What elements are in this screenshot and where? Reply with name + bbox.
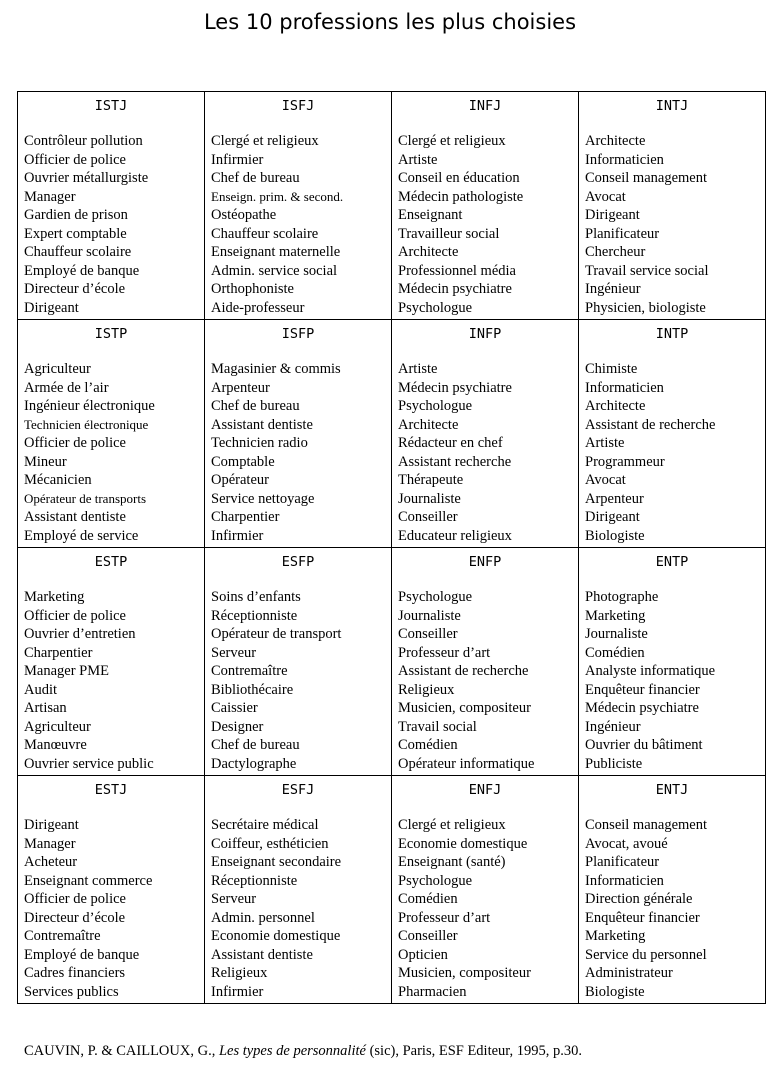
profession-item: Biologiste — [585, 983, 645, 1000]
citation — [24, 1043, 764, 1060]
profession-item: Thérapeute — [398, 472, 464, 488]
profession-list — [579, 588, 765, 773]
type-cell — [205, 776, 392, 1004]
type-cell — [205, 92, 392, 320]
profession-item: Journaliste — [398, 490, 461, 507]
profession-item: Enseignant — [398, 207, 463, 223]
profession-item: Enseign. prim. & second. — [211, 188, 344, 204]
profession-list — [18, 588, 204, 773]
profession-item: Aide-professeur — [211, 299, 305, 316]
profession-item: Admin. service social — [211, 262, 338, 279]
profession-item: Comptable — [211, 453, 275, 470]
profession-item: Conseiller — [398, 509, 458, 525]
profession-item: Ouvrier métallurgiste — [24, 170, 149, 186]
profession-item: Clergé et religieux — [398, 133, 506, 149]
profession-item: Enseignant maternelle — [211, 244, 341, 260]
profession-item: Conseiller — [398, 928, 458, 944]
profession-item: Architecte — [585, 398, 646, 414]
profession-item: Chimiste — [585, 361, 638, 377]
type-heading: ENFJ — [468, 782, 502, 798]
profession-item: Designer — [211, 718, 264, 735]
profession-item: Comédien — [398, 737, 458, 753]
profession-item: Employé de banque — [24, 262, 140, 279]
profession-item: Technicien radio — [211, 435, 308, 451]
profession-item: Armée de l’air — [24, 379, 109, 396]
type-cell — [18, 92, 205, 320]
profession-item: Conseil en éducation — [398, 170, 520, 186]
profession-item: Réceptionniste — [211, 872, 298, 889]
type-heading: INTP — [655, 326, 689, 342]
profession-item: Soins d’enfants — [211, 589, 301, 605]
profession-item: Agriculteur — [24, 718, 91, 735]
type-heading: ESTP — [94, 554, 128, 570]
profession-item: Manœuvre — [24, 737, 87, 753]
profession-item: Journaliste — [585, 626, 648, 642]
profession-item: Chauffeur scolaire — [211, 225, 319, 242]
profession-item: Assistant dentiste — [24, 509, 126, 525]
profession-item: Biologiste — [585, 527, 645, 544]
profession-item: Enseignant commerce — [24, 872, 153, 889]
profession-item: Psychologue — [398, 589, 473, 605]
profession-item: Travail service social — [585, 262, 709, 279]
type-heading: INFP — [468, 326, 502, 342]
profession-item: Services publics — [24, 983, 119, 1000]
profession-item: Assistant dentiste — [211, 946, 313, 963]
profession-item: Arpenteur — [211, 379, 270, 396]
profession-item: Religieux — [398, 681, 455, 698]
type-heading: INFJ — [468, 98, 502, 114]
profession-item: Charpentier — [211, 509, 280, 525]
profession-item: Chercheur — [585, 244, 646, 260]
profession-item: Analyste informatique — [585, 663, 716, 679]
profession-item: Magasinier & commis — [211, 361, 341, 377]
profession-item: Officier de police — [24, 607, 126, 624]
profession-item: Arpenteur — [585, 490, 644, 507]
profession-list — [579, 132, 765, 317]
profession-item: Directeur d’école — [24, 281, 126, 297]
type-heading: ESTJ — [94, 782, 128, 798]
profession-item: Conseil management — [585, 170, 708, 186]
table-row — [18, 92, 766, 320]
profession-item: Avocat — [585, 188, 626, 205]
profession-item: Manager — [24, 188, 76, 205]
profession-list — [205, 588, 391, 773]
profession-item: Opérateur — [211, 472, 269, 488]
type-heading: ISTJ — [94, 98, 128, 114]
type-cell — [392, 548, 579, 776]
profession-item: Direction générale — [585, 891, 693, 907]
profession-list — [392, 816, 578, 1001]
profession-item: Médecin pathologiste — [398, 188, 524, 205]
profession-item: Ouvrier du bâtiment — [585, 737, 703, 753]
profession-item: Mineur — [24, 453, 67, 470]
profession-list — [392, 132, 578, 317]
profession-item: Manager — [24, 835, 76, 852]
profession-item: Opérateur de transports — [24, 490, 147, 506]
type-heading: ISFP — [281, 326, 315, 342]
profession-item: Publiciste — [585, 755, 643, 772]
profession-item: Clergé et religieux — [211, 133, 319, 149]
profession-list — [18, 132, 204, 317]
profession-item: Directeur d’école — [24, 909, 126, 926]
profession-item: Artiste — [398, 361, 438, 377]
profession-item: Conseil management — [585, 817, 708, 833]
profession-item: Marketing — [585, 607, 646, 624]
profession-item: Psychologue — [398, 872, 473, 889]
profession-item: Coiffeur, esthéticien — [211, 835, 329, 852]
profession-item: Marketing — [585, 928, 646, 944]
profession-list — [579, 816, 765, 1001]
profession-list — [205, 360, 391, 545]
profession-item: Ouvrier service public — [24, 755, 154, 772]
type-cell — [579, 548, 766, 776]
profession-item: Orthophoniste — [211, 281, 294, 297]
profession-list — [18, 816, 204, 1001]
profession-item: Ouvrier d’entretien — [24, 626, 136, 642]
profession-item: Charpentier — [24, 644, 93, 661]
profession-item: Rédacteur en chef — [398, 435, 503, 451]
profession-item: Artiste — [585, 435, 625, 451]
profession-item: Manager PME — [24, 663, 109, 679]
type-heading: ESFP — [281, 554, 315, 570]
profession-list — [18, 360, 204, 545]
profession-item: Ingénieur — [585, 281, 641, 297]
profession-item: Chef de bureau — [211, 170, 300, 186]
type-cell — [392, 320, 579, 548]
profession-item: Opérateur informatique — [398, 755, 535, 772]
type-heading: ESFJ — [281, 782, 315, 798]
profession-item: Service nettoyage — [211, 490, 315, 507]
profession-item: Ostéopathe — [211, 207, 277, 223]
profession-list — [205, 132, 391, 317]
profession-item: Officier de police — [24, 151, 126, 168]
profession-item: Planificateur — [585, 854, 660, 870]
table-row — [18, 776, 766, 1004]
citation-rest: (sic), Paris, ESF Editeur, 1995, p.30. — [365, 1043, 583, 1059]
citation-authors: CAUVIN, P. & CAILLOUX, G., — [24, 1043, 219, 1059]
profession-item: Infirmier — [211, 983, 264, 1000]
type-cell — [392, 92, 579, 320]
profession-item: Infirmier — [211, 527, 264, 544]
profession-item: Cadres financiers — [24, 965, 126, 981]
profession-item: Chef de bureau — [211, 737, 300, 753]
type-cell — [18, 776, 205, 1004]
profession-item: Enseignant (santé) — [398, 854, 506, 870]
profession-item: Ingénieur — [585, 718, 641, 735]
profession-item: Travail social — [398, 718, 477, 735]
page-title: Les 10 professions les plus choisies — [203, 10, 577, 34]
profession-item: Assistant de recherche — [398, 663, 529, 679]
profession-item: Religieux — [211, 965, 268, 981]
profession-item: Gardien de prison — [24, 207, 128, 223]
type-heading: ENFP — [468, 554, 502, 570]
profession-item: Dirigeant — [24, 817, 79, 833]
profession-item: Enquêteur financier — [585, 909, 700, 926]
profession-item: Artisan — [24, 700, 67, 716]
profession-item: Avocat — [585, 472, 626, 488]
type-heading: ISFJ — [281, 98, 315, 114]
profession-item: Economie domestique — [398, 835, 528, 852]
type-cell — [18, 320, 205, 548]
profession-item: Mécanicien — [24, 472, 92, 488]
type-cell — [579, 320, 766, 548]
profession-item: Infirmier — [211, 151, 264, 168]
profession-item: Informaticien — [585, 151, 664, 168]
profession-item: Technicien électronique — [24, 416, 149, 432]
profession-item: Réceptionniste — [211, 607, 298, 624]
profession-item: Artiste — [398, 151, 438, 168]
profession-item: Assistant dentiste — [211, 416, 313, 433]
profession-item: Caissier — [211, 700, 258, 716]
profession-item: Programmeur — [585, 453, 665, 470]
profession-item: Conseiller — [398, 626, 458, 642]
profession-item: Médecin psychiatre — [398, 379, 512, 396]
profession-item: Architecte — [398, 244, 459, 260]
profession-item: Admin. personnel — [211, 909, 315, 926]
profession-item: Professionnel média — [398, 262, 516, 279]
table-row — [18, 320, 766, 548]
profession-item: Chauffeur scolaire — [24, 244, 132, 260]
profession-item: Serveur — [211, 891, 257, 907]
profession-item: Clergé et religieux — [398, 817, 506, 833]
profession-item: Architecte — [398, 416, 459, 433]
profession-item: Acheteur — [24, 854, 78, 870]
profession-item: Officier de police — [24, 891, 126, 907]
type-heading: ENTP — [655, 554, 689, 570]
profession-item: Photographe — [585, 589, 659, 605]
profession-item: Chef de bureau — [211, 398, 300, 414]
profession-item: Educateur religieux — [398, 527, 512, 544]
profession-item: Comédien — [398, 891, 458, 907]
profession-item: Service du personnel — [585, 946, 707, 963]
profession-item: Contrôleur pollution — [24, 133, 143, 149]
profession-item: Assistant recherche — [398, 453, 512, 470]
profession-item: Avocat, avoué — [585, 835, 668, 852]
profession-item: Employé de service — [24, 527, 139, 544]
profession-item: Employé de banque — [24, 946, 140, 963]
profession-item: Opticien — [398, 946, 448, 963]
profession-item: Bibliothécaire — [211, 681, 294, 698]
profession-item: Officier de police — [24, 435, 126, 451]
profession-item: Dirigeant — [585, 509, 640, 525]
profession-item: Audit — [24, 681, 58, 698]
table-row — [18, 548, 766, 776]
citation-book-title: Les types de personnalité — [218, 1043, 366, 1059]
profession-item: Planificateur — [585, 225, 660, 242]
profession-item: Journaliste — [398, 607, 461, 624]
profession-list — [392, 588, 578, 773]
profession-item: Enseignant secondaire — [211, 854, 342, 870]
profession-item: Pharmacien — [398, 983, 467, 1000]
profession-item: Ingénieur électronique — [24, 398, 155, 414]
profession-item: Musicien, compositeur — [398, 965, 531, 981]
profession-item: Musicien, compositeur — [398, 700, 531, 716]
type-cell — [392, 776, 579, 1004]
profession-item: Opérateur de transport — [211, 626, 342, 642]
type-cell — [205, 320, 392, 548]
profession-item: Travailleur social — [398, 225, 500, 242]
type-heading: ENTJ — [655, 782, 689, 798]
profession-list — [205, 816, 391, 1001]
profession-item: Psychologue — [398, 398, 473, 414]
profession-item: Médecin psychiatre — [398, 281, 512, 297]
type-heading: ISTP — [94, 326, 128, 342]
profession-item: Secrétaire médical — [211, 817, 319, 833]
profession-item: Assistant de recherche — [585, 416, 716, 433]
profession-item: Psychologue — [398, 299, 473, 316]
type-heading: INTJ — [655, 98, 689, 114]
profession-item: Professeur d’art — [398, 909, 491, 926]
type-cell — [18, 548, 205, 776]
profession-item: Physicien, biologiste — [585, 299, 706, 316]
profession-list — [392, 360, 578, 545]
type-cell — [205, 548, 392, 776]
profession-item: Agriculteur — [24, 361, 91, 377]
profession-item: Informaticien — [585, 872, 664, 889]
profession-item: Dirigeant — [24, 299, 79, 316]
profession-list — [579, 360, 765, 545]
type-cell — [579, 776, 766, 1004]
profession-item: Contremaître — [211, 663, 288, 679]
profession-item: Serveur — [211, 644, 257, 661]
profession-item: Contremaître — [24, 928, 101, 944]
profession-item: Informaticien — [585, 379, 664, 396]
profession-item: Economie domestique — [211, 928, 341, 944]
type-cell — [579, 92, 766, 320]
profession-item: Architecte — [585, 133, 646, 149]
profession-item: Administrateur — [585, 965, 673, 981]
profession-item: Enquêteur financier — [585, 681, 700, 698]
profession-item: Marketing — [24, 589, 85, 605]
profession-item: Dactylographe — [211, 755, 297, 772]
profession-item: Expert comptable — [24, 225, 127, 242]
profession-item: Professeur d’art — [398, 644, 491, 661]
profession-item: Médecin psychiatre — [585, 700, 699, 716]
profession-table — [17, 91, 766, 1004]
profession-item: Comédien — [585, 644, 645, 661]
profession-item: Dirigeant — [585, 207, 640, 223]
